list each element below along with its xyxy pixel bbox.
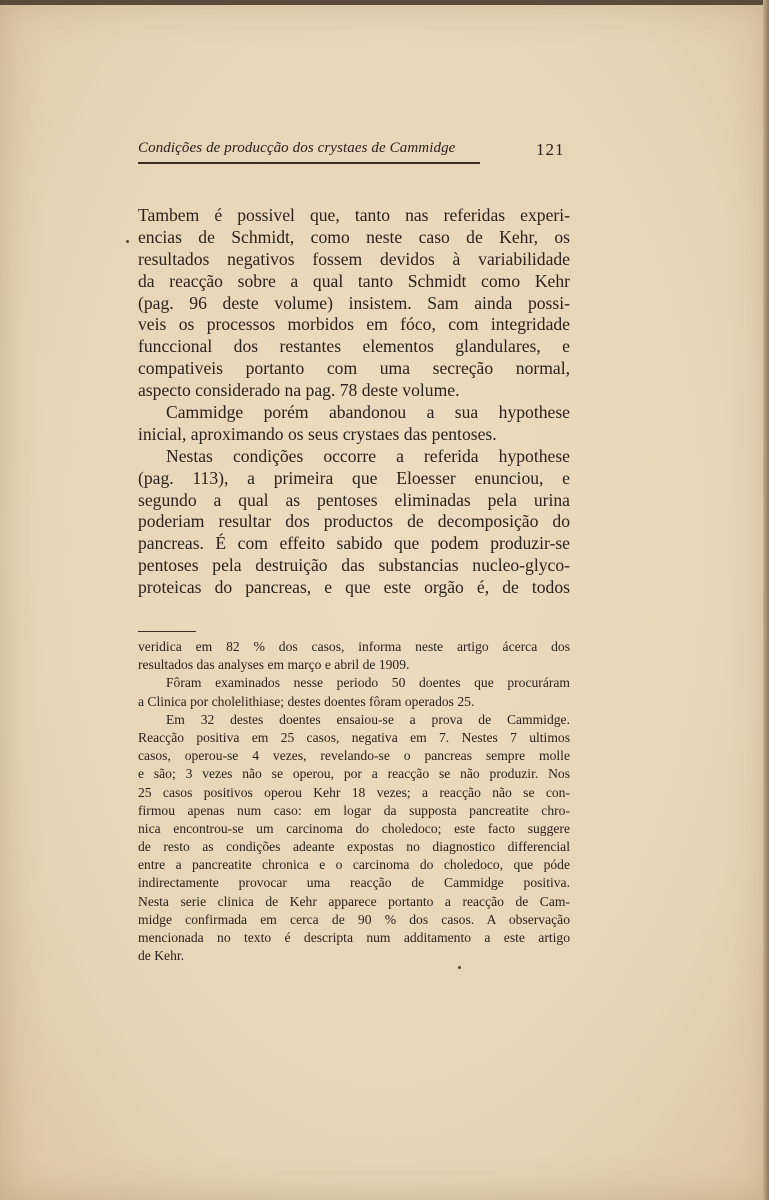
footnote-line: e são; 3 vezes não se operou, por a reacção se não produzir. Nos [138, 766, 570, 782]
text-line: funccional dos restantes elementos glandulares, e [138, 336, 570, 357]
text-line: aspecto considerado na pag. 78 deste volume. [138, 380, 460, 401]
text-line: veis os processos morbidos em fóco, com integridade [138, 314, 570, 335]
footnote [138, 638, 570, 965]
footnote-line: indirectamente provocar uma reacção de Cammidge positiva. [138, 875, 570, 891]
text-line: pancreas. É com effeito sabido que podem produzir-se [138, 533, 570, 554]
text-line: poderiam resultar dos productos de decomposição do [138, 511, 570, 532]
running-header [138, 140, 570, 166]
footnote-line: Reacção positiva em 25 casos, negativa em 7. Nestes 7 ultimos [138, 729, 570, 745]
footnote-line: midge confirmada em cerca de 90 % dos casos. A observação [138, 911, 570, 927]
footnote-line: Fôram examinados nesse periodo 50 doentes que procuráram [166, 675, 570, 691]
main-text [138, 205, 570, 599]
text-line: segundo a qual as pentoses eliminadas pela urina [138, 489, 570, 510]
page-number: 121 [536, 140, 565, 159]
text-line: pentoses pela destruição das substancias nucleo-glyco- [138, 555, 570, 576]
text-line: proteicas do pancreas, e que este orgão é, de todos [138, 577, 570, 598]
footnote-line: mencionada no texto é descripta num additamento a este artigo [138, 930, 570, 945]
footnote-line: 25 casos positivos operou Kehr 18 vezes; a reacção não se con- [138, 784, 570, 800]
text-line: (pag. 96 deste volume) insistem. Sam ainda possi- [138, 292, 570, 313]
text-line: da reacção sobre a qual tanto Schmidt como Kehr [138, 270, 570, 291]
footnote-line: Em 32 destes doentes ensaiou-se a prova de Cammidge. [166, 711, 570, 727]
footnote-line: de Kehr. [138, 948, 185, 964]
text-line: Nestas condições occorre a referida hypothese [166, 445, 570, 466]
page-right-edge [763, 0, 769, 1200]
footnote-line: resultados das analyses em março e abril de 1909. [138, 657, 410, 673]
footnote-line: entre a pancreatite chronica e o carcinoma do choledoco, que póde [138, 857, 570, 873]
footnote-rule [138, 631, 196, 632]
paper-speck [458, 966, 461, 969]
footnote-line: veridica em 82 % dos casos, informa neste artigo ácerca dos [138, 639, 570, 654]
text-line: encias de Schmidt, como neste caso de Kehr, os [138, 226, 570, 247]
text-line: inicial, aproximando os seus crystaes das pentoses. [138, 423, 497, 444]
running-header-title: Condições de producção dos crystaes de Cammidge [138, 140, 456, 156]
text-line: Cammidge porém abandonou a sua hypothese [166, 402, 570, 423]
text-line: (pag. 113), a primeira que Eloesser enunciou, e [138, 467, 570, 488]
text-line: resultados negativos fossem devidos à variabilidade [138, 248, 570, 269]
footnote-line: nica encontrou-se um carcinoma do choledoco; este facto suggere [138, 820, 570, 836]
footnote-line: casos, operou-se 4 vezes, revelando-se o pancreas sempre molle [138, 748, 570, 764]
footnote-line: a Clinica por cholelithiase; destes doentes fôram operados 25. [138, 693, 475, 709]
footnote-line: de resto as condições adeante expostas no diagnostico differencial [138, 839, 570, 855]
header-rule [138, 162, 480, 164]
paper-speck [126, 240, 129, 243]
footnote-line: Nesta serie clinica de Kehr apparece portanto a reacção de Cam- [138, 893, 570, 909]
text-line: compativeis portanto com uma secreção normal, [138, 358, 570, 379]
page-top-edge [0, 0, 769, 5]
text-line: Tambem é possivel que, tanto nas referidas experi- [138, 205, 570, 225]
footnote-line: firmou apenas num caso: em logar da supposta pancreatite chro- [138, 802, 570, 818]
